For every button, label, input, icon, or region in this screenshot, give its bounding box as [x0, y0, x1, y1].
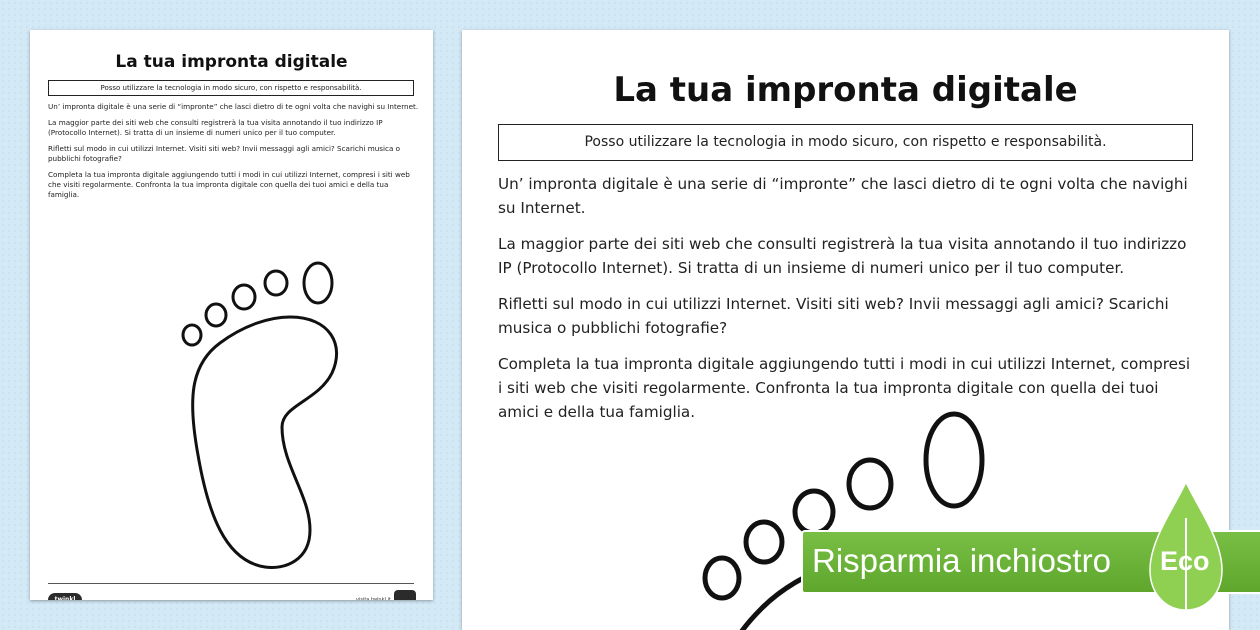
- thumbnail-objective-box: Posso utilizzare la tecnologia in modo sicuro, con rispetto e responsabilità.: [48, 80, 414, 96]
- thumbnail-paragraph: Rifletti sul modo in cui utilizzi Internet. Visiti siti web? Invii messaggi agli amici? Scarichi musica o pubblichi fotografie?: [48, 144, 401, 163]
- thumbnail-title: La tua impronta digitale: [115, 52, 348, 72]
- page-title: La tua impronta digitale: [613, 70, 1078, 110]
- worksheet-body: [498, 172, 1198, 436]
- body-paragraph: Rifletti sul modo in cui utilizzi Internet. Visiti siti web? Invii messaggi agli amici? Scarichi musica o pubblichi fotografie?: [498, 295, 1169, 337]
- body-paragraph: La maggior parte dei siti web che consulti registrerà la tua visita annotando il tuo indirizzo IP (Protocollo Internet). Si tratta di un insieme di numeri unico per il tuo computer.: [498, 235, 1187, 277]
- badge-logo-icon: [394, 590, 416, 600]
- thumbnail-paragraph: La maggior parte dei siti web che consulti registrerà la tua visita annotando il tuo indirizzo IP (Protocollo Internet). Si tratta di un insieme di numeri unico per il tuo computer.: [48, 118, 383, 137]
- body-paragraph: Completa la tua impronta digitale aggiungendo tutti i modi in cui utilizzi Internet, compresi i siti web che visiti regolarmente. Confronta la tua impronta digitale con quella dei tuoi amici e della tua famiglia.: [498, 355, 1191, 421]
- eco-badge-label: Eco: [1160, 546, 1210, 576]
- thumbnail-body: [48, 102, 420, 206]
- footer-divider: [48, 583, 414, 584]
- worksheet-thumbnail[interactable]: [30, 30, 433, 600]
- twinkl-logo: twinkl: [48, 593, 82, 600]
- footer-url: visita twinkl.it: [356, 597, 391, 600]
- body-paragraph: Un’ impronta digitale è una serie di “impronte” che lasci dietro di te ogni volta che navighi su Internet.: [498, 175, 1188, 217]
- objective-box: Posso utilizzare la tecnologia in modo sicuro, con rispetto e responsabilità.: [498, 124, 1193, 161]
- footprint-icon: [692, 408, 1022, 630]
- eco-banner-text: Risparmia inchiostro: [812, 542, 1111, 579]
- footprint-icon: [170, 255, 340, 575]
- thumbnail-paragraph: Un’ impronta digitale è una serie di “impronte” che lasci dietro di te ogni volta che navighi su Internet.: [48, 102, 419, 111]
- thumbnail-paragraph: Completa la tua impronta digitale aggiungendo tutti i modi in cui utilizzi Internet, compresi i siti web che visiti regolarmente. Confronta la tua impronta digitale con quella dei tuoi amici e della tua famiglia.: [48, 170, 410, 199]
